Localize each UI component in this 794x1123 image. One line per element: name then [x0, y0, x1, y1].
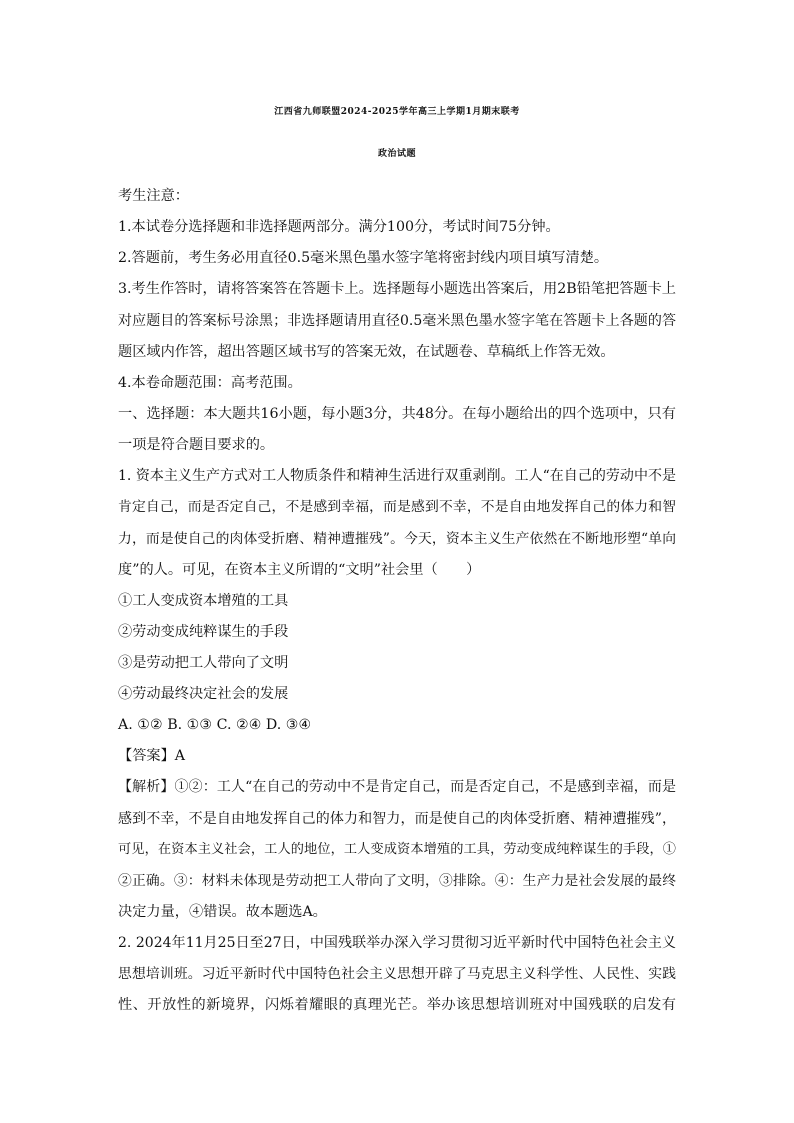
question-1-statement-4: ④劳动最终决定社会的发展 [118, 686, 289, 702]
notice-item-3-line-3: 题区域内作答，超出答题区域书写的答案无效，在试题卷、草稿纸上作答无效。 [118, 344, 615, 360]
question-1-stem-line-2: 肯定自己，而是否定自己，不是感到幸福，而是感到不幸，不是自由地发挥自己的体力和智 [118, 499, 676, 515]
question-1-stem-line-4: 度”的人。可见，在资本主义所谓的“文明”社会里（ ） [118, 562, 481, 578]
question-1-answer: 【答案】A [118, 748, 185, 764]
question-1-options: A. ①② B. ①③ C. ②④ D. ③④ [118, 717, 312, 733]
question-1-analysis-line-3: 可见，在资本主义社会，工人的地位，工人变成资本增殖的工具，劳动变成纯粹谋生的手段，① [118, 842, 676, 857]
question-1-analysis-line-4: ②正确。③：材料未体现是劳动把工人带向了文明，③排除。④：生产力是社会发展的最终 [118, 873, 676, 889]
notice-item-1: 1.本试卷分选择题和非选择题两部分。满分100分，考试时间75分钟。 [118, 219, 560, 235]
question-1-statement-1: ①工人变成资本增殖的工具 [118, 593, 289, 609]
section-heading-line-1: 一、选择题：本大题共16小题，每小题3分，共48分。在每小题给出的四个选项中，只有 [118, 406, 676, 422]
section-heading-line-2: 一项是符合题目要求的。 [118, 437, 275, 453]
question-2-stem-line-2: 思想培训班。习近平新时代中国特色社会主义思想开辟了马克思主义科学性、人民性、实践 [118, 966, 676, 982]
notice-heading: 考生注意： [118, 188, 189, 204]
question-2-stem-line-3: 性、开放性的新境界，闪烁着耀眼的真理光芒。举办该思想培训班对中国残联的启发有 [118, 997, 676, 1013]
question-1-analysis-line-1: 【解析】①②：工人“在自己的劳动中不是肯定自己，而是否定自己，不是感到幸福，而是 [118, 779, 676, 795]
question-1-statement-3: ③是劳动把工人带向了文明 [118, 655, 289, 671]
question-1-stem-line-1: 1. 资本主义生产方式对工人物质条件和精神生活进行双重剥削。工人“在自己的劳动中不是 [118, 468, 676, 484]
question-2-stem-line-1: 2. 2024年11月25日至27日，中国残联举办深入学习贯彻习近平新时代中国特色社会主义 [118, 935, 676, 951]
question-1-analysis-line-2: 感到不幸，不是自由地发挥自己的体力和智力，而是使自己的肉体受折磨、精神遭摧残”， [118, 811, 676, 827]
document-title: 江西省九师联盟2024-2025学年高三上学期1月期末联考 [274, 107, 520, 117]
question-1-statement-2: ②劳动变成纯粹谋生的手段 [118, 624, 289, 640]
document-subtitle: 政治试题 [377, 149, 416, 159]
question-1-analysis-line-5: 决定力量，④错误。故本题选A。 [118, 904, 327, 920]
notice-item-3-line-2: 对应题目的答案标号涂黑；非选择题请用直径0.5毫米黑色墨水签字笔在答题卡上各题的答 [118, 313, 676, 329]
notice-item-4: 4.本卷命题范围：高考范围。 [118, 375, 302, 391]
question-1-stem-line-3: 力，而是使自己的肉体受折磨、精神遭摧残”。今天，资本主义生产依然在不断地形塑“单向 [118, 531, 676, 547]
notice-item-3-line-1: 3.考生作答时，请将答案答在答题卡上。选择题每小题选出答案后，用2B铅笔把答题卡上 [118, 281, 676, 297]
notice-item-2: 2.答题前，考生务必用直径0.5毫米黑色墨水签字笔将密封线内项目填写清楚。 [118, 250, 609, 266]
